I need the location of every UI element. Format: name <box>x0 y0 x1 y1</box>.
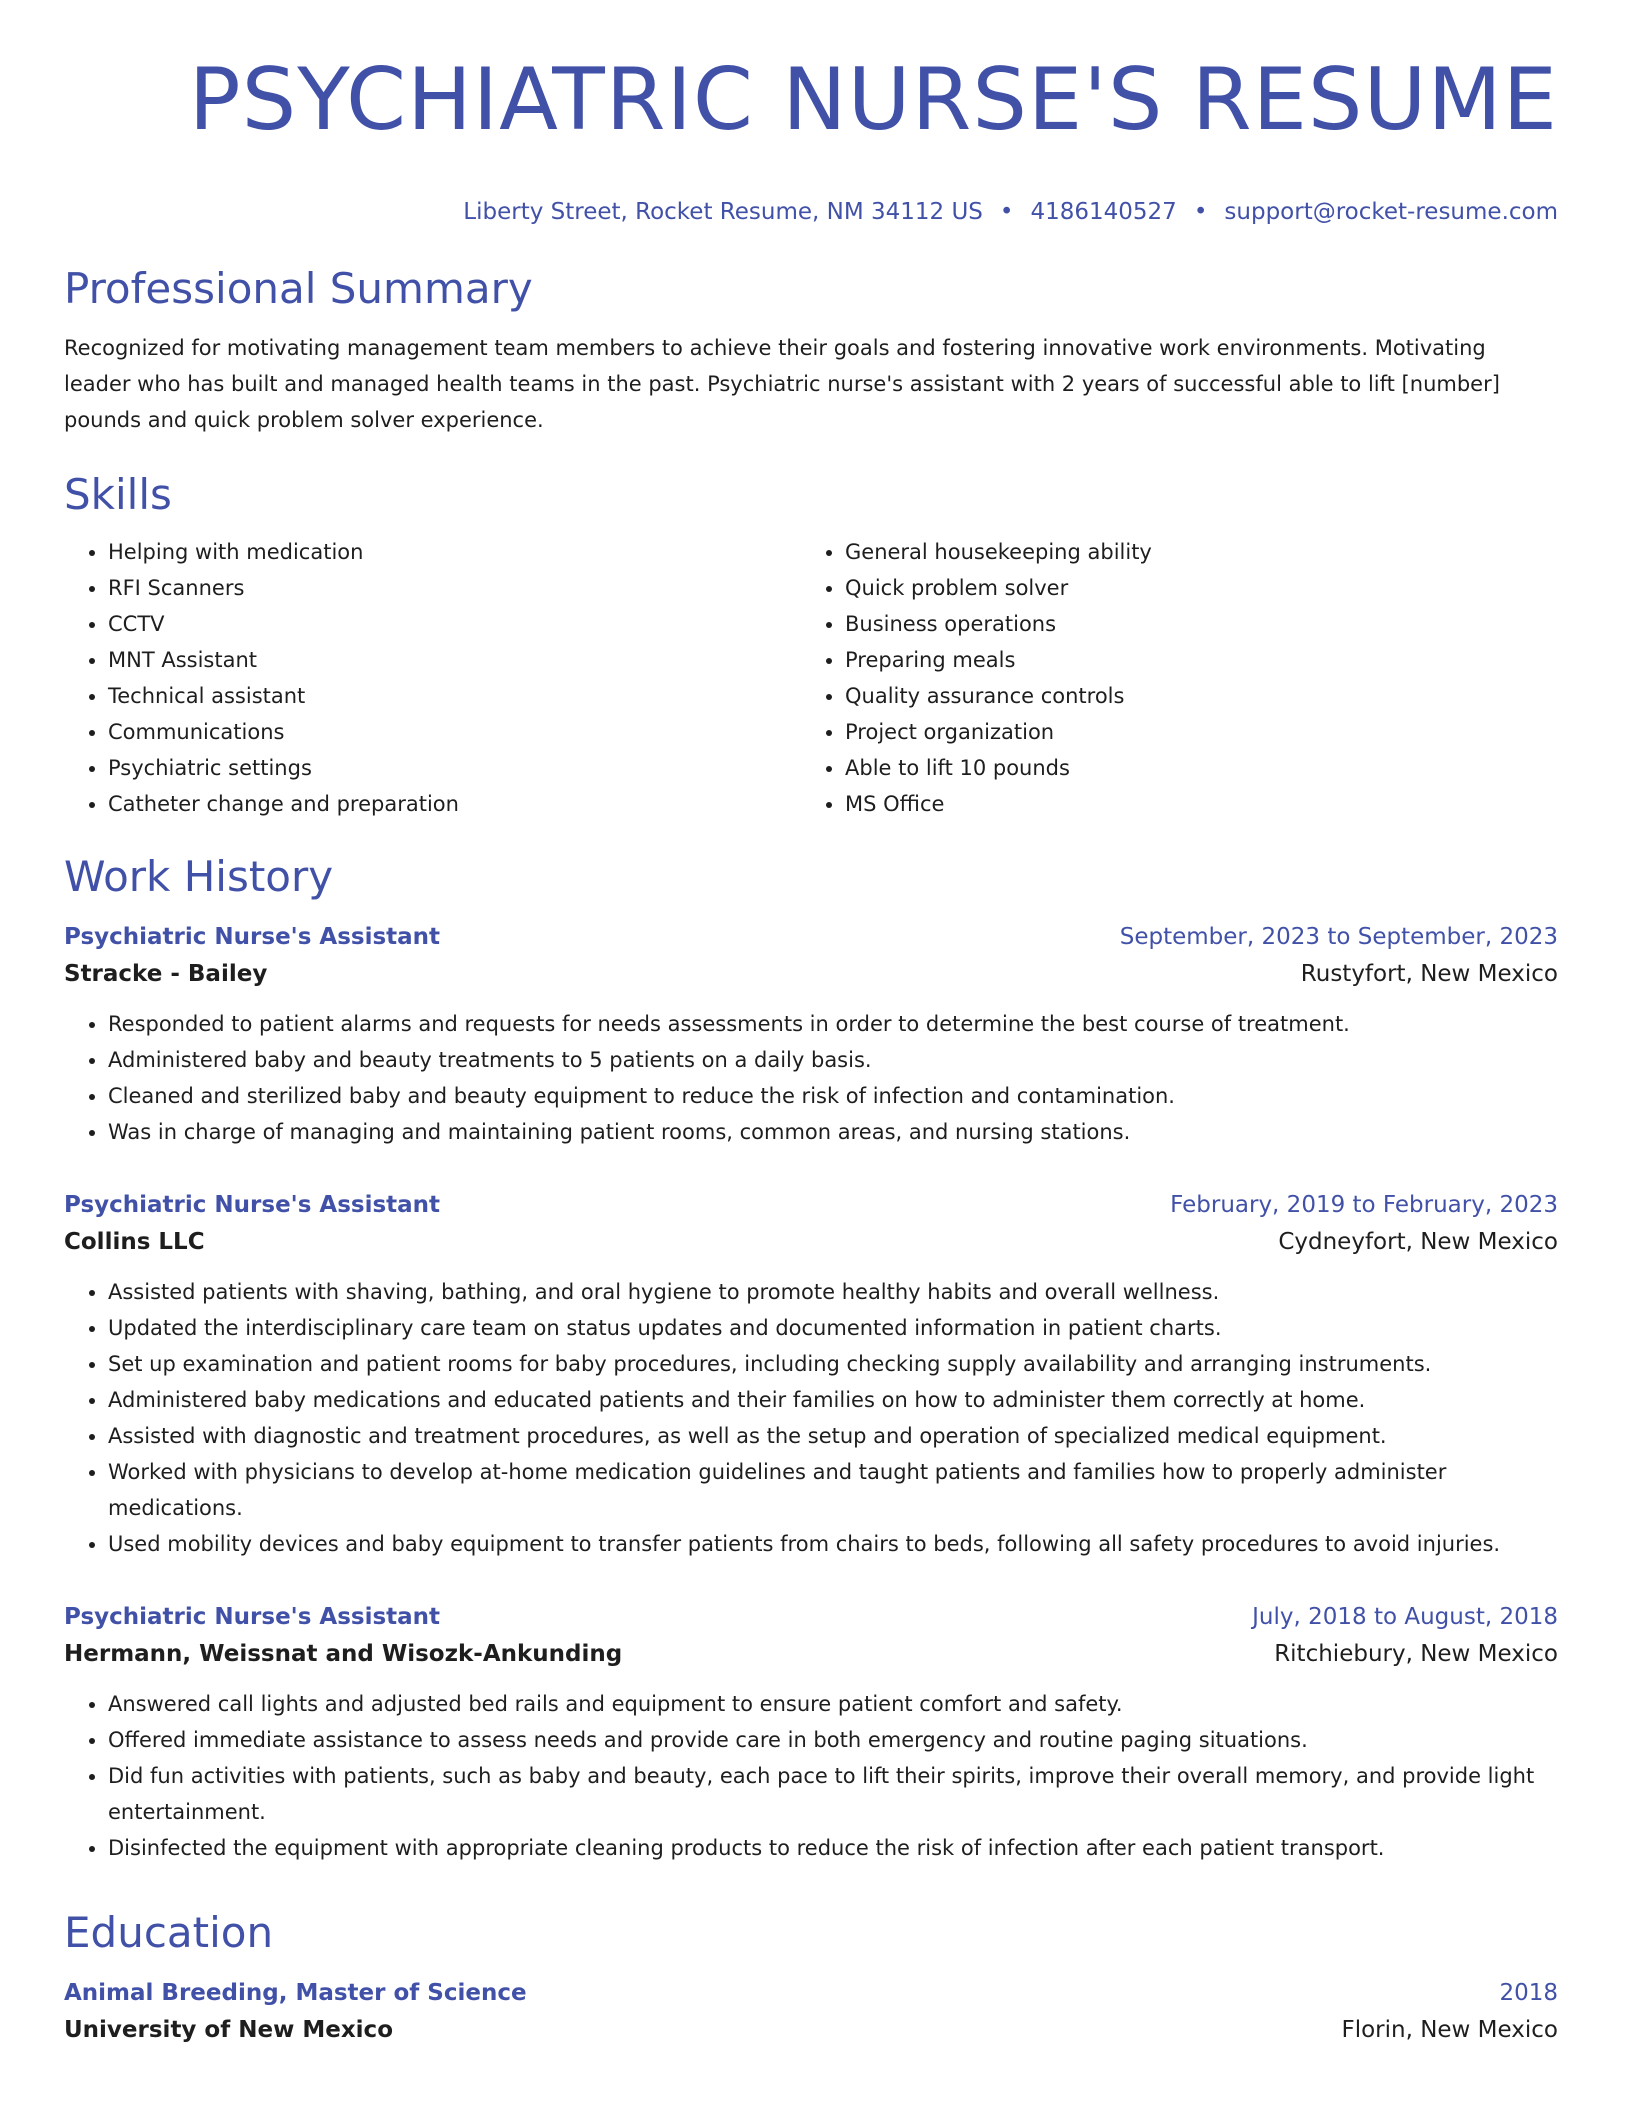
job-dates: February, 2019 to February, 2023 <box>1170 1191 1558 1218</box>
job-bullets <box>64 1006 1558 1150</box>
skill-item: • Able to lift 10 pounds <box>845 750 1538 786</box>
job-bullet: • Assisted patients with shaving, bathing, and oral hygiene to promote healthy habits and overall wellness. <box>108 1274 1558 1310</box>
education-header <box>64 1976 1558 2010</box>
skill-item: • Psychiatric settings <box>108 750 801 786</box>
job-bullets <box>64 1686 1558 1866</box>
skill-item: • General housekeeping ability <box>845 534 1538 570</box>
resume-title: PSYCHIATRIC NURSE'S RESUME <box>188 50 1558 150</box>
job-bullet: • Was in charge of managing and maintaining patient rooms, common areas, and nursing stations. <box>108 1114 1558 1150</box>
contact-separator: • <box>1193 198 1208 225</box>
work-history-heading: Work History <box>64 851 334 901</box>
skills-column-right <box>801 534 1538 822</box>
job-title: Psychiatric Nurse's Assistant <box>64 1603 441 1630</box>
skill-item: • RFI Scanners <box>108 570 801 606</box>
education-year: 2018 <box>1499 1979 1558 2006</box>
skill-item: • Quick problem solver <box>845 570 1538 606</box>
job-bullet: • Answered call lights and adjusted bed rails and equipment to ensure patient comfort and safety. <box>108 1686 1558 1722</box>
job-dates: September, 2023 to September, 2023 <box>1119 923 1558 950</box>
job-bullet: • Responded to patient alarms and requests for needs assessments in order to determine the best course of treatment. <box>108 1006 1558 1042</box>
education-school-row <box>64 2010 1558 2050</box>
job-employer-row <box>64 1634 1558 1674</box>
job-title: Psychiatric Nurse's Assistant <box>64 923 441 950</box>
skills-list <box>64 534 1558 822</box>
summary-text: Recognized for motivating management team members to achieve their goals and fostering innovative work environments. Motivating leader who has built and managed health teams in the past. Psychiatric nurse's assistant with 2 years of successful able to lift [number] pounds and quick problem solver experience. <box>64 335 1500 432</box>
job-company: Collins LLC <box>64 1228 205 1255</box>
skill-item: • Communications <box>108 714 801 750</box>
job-bullet: • Disinfected the equipment with appropriate cleaning products to reduce the risk of infection after each patient transport. <box>108 1830 1558 1866</box>
skill-item: • Business operations <box>845 606 1538 642</box>
job-location: Cydneyfort, New Mexico <box>1278 1228 1558 1255</box>
skills-column-left <box>64 534 801 822</box>
job-company: Hermann, Weissnat and Wisozk-Ankunding <box>64 1640 623 1667</box>
skill-item: • Catheter change and preparation <box>108 786 801 822</box>
contact-phone: 4186140527 <box>1030 198 1177 225</box>
job-bullet: • Administered baby medications and educated patients and their families on how to administer them correctly at home. <box>108 1382 1558 1418</box>
job-entry <box>64 1188 1558 1562</box>
job-bullet: • Assisted with diagnostic and treatment procedures, as well as the setup and operation of specialized medical equipment. <box>108 1418 1558 1454</box>
contact-line <box>64 198 1558 225</box>
skill-item: • Technical assistant <box>108 678 801 714</box>
job-header <box>64 1600 1558 1634</box>
summary-heading: Professional Summary <box>64 263 533 313</box>
skill-item: • CCTV <box>108 606 801 642</box>
job-entry <box>64 1600 1558 1866</box>
job-bullets <box>64 1274 1558 1562</box>
skill-item: • MNT Assistant <box>108 642 801 678</box>
job-bullet: • Used mobility devices and baby equipment to transfer patients from chairs to beds, following all safety procedures to avoid injuries. <box>108 1526 1558 1562</box>
job-location: Ritchiebury, New Mexico <box>1274 1640 1558 1667</box>
resume-page <box>64 0 1558 2050</box>
job-bullet: • Worked with physicians to develop at-home medication guidelines and taught patients and families how to properly administer medications. <box>108 1454 1558 1526</box>
skill-item: • Project organization <box>845 714 1538 750</box>
contact-email: support@rocket-resume.com <box>1224 198 1558 225</box>
skill-item: • Preparing meals <box>845 642 1538 678</box>
job-company: Stracke - Bailey <box>64 960 268 987</box>
job-location: Rustyfort, New Mexico <box>1300 960 1558 987</box>
job-dates: July, 2018 to August, 2018 <box>1252 1603 1558 1630</box>
job-header <box>64 1188 1558 1222</box>
job-employer-row <box>64 954 1558 994</box>
job-entry <box>64 920 1558 1150</box>
job-employer-row <box>64 1222 1558 1262</box>
contact-separator: • <box>999 198 1014 225</box>
job-bullet: • Administered baby and beauty treatments to 5 patients on a daily basis. <box>108 1042 1558 1078</box>
job-bullet: • Did fun activities with patients, such as baby and beauty, each pace to lift their spirits, improve their overall memory, and provide light entertainment. <box>108 1758 1558 1830</box>
contact-address: Liberty Street, Rocket Resume, NM 34112 US <box>463 198 983 225</box>
education-heading: Education <box>64 1907 274 1957</box>
education-entry <box>64 1976 1558 2050</box>
education-degree: Animal Breeding, Master of Science <box>64 1979 527 2006</box>
education-school: University of New Mexico <box>64 2016 393 2043</box>
skill-item: • Helping with medication <box>108 534 801 570</box>
skills-heading: Skills <box>64 469 172 519</box>
skill-item: • MS Office <box>845 786 1538 822</box>
job-bullet: • Offered immediate assistance to assess needs and provide care in both emergency and routine paging situations. <box>108 1722 1558 1758</box>
job-bullet: • Updated the interdisciplinary care team on status updates and documented information in patient charts. <box>108 1310 1558 1346</box>
job-title: Psychiatric Nurse's Assistant <box>64 1191 441 1218</box>
skill-item: • Quality assurance controls <box>845 678 1538 714</box>
job-bullet: • Set up examination and patient rooms for baby procedures, including checking supply availability and arranging instruments. <box>108 1346 1558 1382</box>
education-location: Florin, New Mexico <box>1341 2016 1558 2043</box>
job-bullet: • Cleaned and sterilized baby and beauty equipment to reduce the risk of infection and contamination. <box>108 1078 1558 1114</box>
job-header <box>64 920 1558 954</box>
